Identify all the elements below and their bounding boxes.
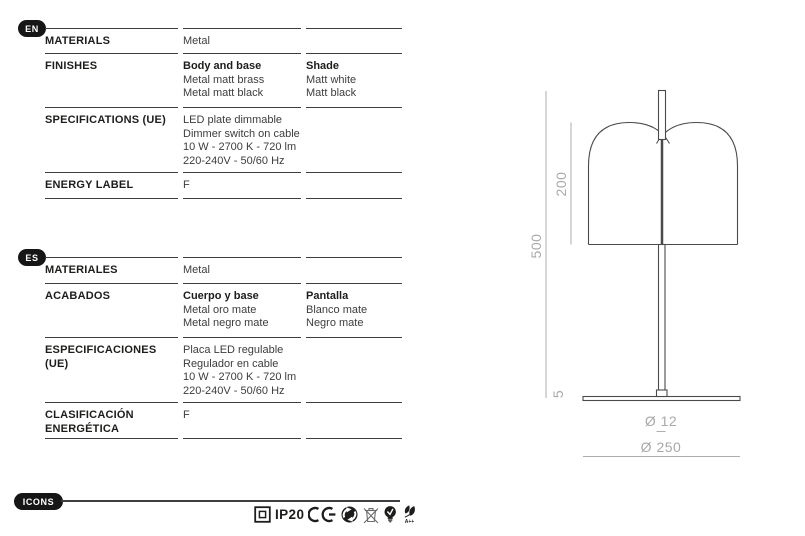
ce-mark-icon: [308, 506, 337, 523]
energy-class-icon: [401, 504, 418, 524]
row-value: F: [183, 172, 301, 198]
spec-table-es: [45, 257, 402, 440]
row-value: F: [183, 402, 301, 438]
row-label: CLASIFICACIÓN ENERGÉTICA: [45, 402, 178, 438]
table-row: [45, 402, 402, 438]
row-value: Metal: [183, 28, 301, 53]
table-row: [45, 257, 402, 283]
row-value: Placa LED regulable Regulador en cable 10 W - 2700 K - 720 lm 220-240V - 50/60 Hz: [183, 337, 301, 402]
language-badge-es: ES: [18, 249, 46, 266]
certification-icons-row: [254, 503, 418, 525]
lamp-stem-collar: [657, 390, 668, 397]
table-row: [45, 53, 402, 107]
table-row: [45, 337, 402, 402]
lamp-stem-lower: [659, 245, 666, 391]
language-badge-en: EN: [18, 20, 46, 37]
lamp-technical-drawing: [528, 85, 745, 465]
dim-base-thickness: 5: [550, 389, 566, 399]
recyclable-icon: [341, 506, 358, 523]
row-value: Metal: [183, 257, 301, 283]
row-value: LED plate dimmable Dimmer switch on cable 10 W - 2700 K - 720 lm 220-240V - 50/60 Hz: [183, 107, 301, 172]
row-label: ESPECIFICACIONES (UE): [45, 337, 178, 402]
lamp-stem-top: [659, 91, 666, 140]
row-value-2: Shade Matt white Matt black: [306, 53, 402, 107]
ip-rating-label: IP20: [275, 506, 305, 522]
row-label: MATERIALES: [45, 257, 178, 283]
led-bulb-icon: [384, 505, 397, 524]
dim-shade-height: 200: [553, 171, 569, 197]
lamp-shade-left: [589, 123, 670, 245]
row-label: ACABADOS: [45, 283, 178, 337]
table-row: [45, 28, 402, 53]
row-label: MATERIALS: [45, 28, 178, 53]
row-value: Body and base Metal matt brass Metal matt black: [183, 53, 301, 107]
row-label: ENERGY LABEL: [45, 172, 178, 198]
table-row: [45, 172, 402, 198]
icons-rule: [61, 500, 400, 502]
dim-base-diameter: Ø 250: [640, 439, 682, 455]
lamp-shade-right: [657, 123, 738, 245]
dim-stem-diameter: Ø 12: [644, 413, 678, 429]
row-label: FINISHES: [45, 53, 178, 107]
spec-table-en: [45, 28, 402, 200]
table-row: [45, 283, 402, 337]
dim-total-height: 500: [528, 233, 544, 259]
row-label: SPECIFICATIONS (UE): [45, 107, 178, 172]
row-value-2: Pantalla Blanco mate Negro mate: [306, 283, 402, 337]
weee-bin-icon: [362, 505, 380, 524]
table-bottom-rule: [45, 198, 402, 200]
class-ii-insulation-icon: [254, 506, 271, 523]
table-bottom-rule: [45, 438, 402, 440]
table-row: [45, 107, 402, 172]
icons-badge: ICONS: [14, 493, 63, 510]
lamp-base: [583, 397, 740, 401]
row-value: Cuerpo y base Metal oro mate Metal negro mate: [183, 283, 301, 337]
energy-class-label: A++: [405, 519, 415, 524]
